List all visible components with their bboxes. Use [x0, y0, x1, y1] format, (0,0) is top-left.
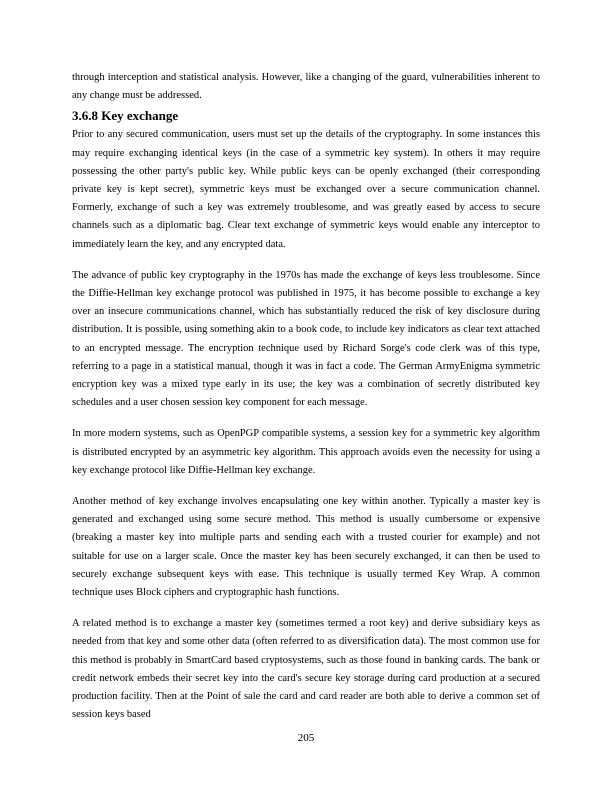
body-paragraph-4: Another method of key exchange involves encapsulating one key within another. Typically a master key is generated and exchanged using some secure method. This method is usually cumbersome or expensive (breaking a master key into multiple parts and sending each with a trusted courier for example) and not suitable for use on a larger scale. Once the master key has been securely exchanged, it can then be used to securely exchange subsequent keys with ease. This technique is usually termed Key Wrap. A common technique uses Block ciphers and cryptographic hash functions. [72, 496, 540, 599]
page-number: 205 [297, 732, 315, 744]
body-paragraph-5: A related method is to exchange a master key (sometimes termed a root key) and derive subsidiary keys as needed from that key and some other data (often referred to as diversification data). The most common use for this method is probably in SmartCard based cryptosystems, such as those found in banking cards. The bank or credit network embeds their secret key into the card's secure key storage during card production at a secured production facility. Then at the Point of sale the card and card reader are both able to derive a common set of session keys based [72, 618, 540, 721]
body-paragraph-1: Prior to any secured communication, users must set up the details of the cryptography. In some instances this may require exchanging identical keys (in the case of a symmetric key system). In others it may require possessing the other party's public key. While public keys can be openly exchanged (their corresponding private key is kept secret), symmetric keys must be exchanged over a secure communication channel. Formerly, exchange of such a key was extremely troublesome, and was greatly eased by access to secure channels such as a diplomatic bag. Clear text exchange of symmetric keys would enable any interceptor to immediately learn the key, and any encrypted data. [72, 129, 540, 250]
lead-in-paragraph: through interception and statistical analysis. However, like a changing of the guard, vulnerabilities inherent to any change must be addressed. [72, 72, 540, 102]
body-paragraph-3: In more modern systems, such as OpenPGP compatible systems, a session key for a symmetric key algorithm is distributed encrypted by an asymmetric key algorithm. This approach avoids even the necessity for using a key exchange protocol like Diffie-Hellman key exchange. [72, 428, 540, 476]
body-paragraph-2: The advance of public key cryptography in the 1970s has made the exchange of keys less troublesome. Since the Diffie-Hellman key exchange protocol was published in 1975, it has become possible to exchange a key over an insecure communications channel, which has substantially reduced the risk of key disclosure during distribution. It is possible, using something akin to a book code, to include key indicators as clear text attached to an encrypted message. The encryption technique used by Richard Sorge's code clerk was of this type, referring to a page in a statistical manual, though it was in fact a code. The German ArmyEnigma symmetric encryption key was a mixed type early in its use; the key was a combination of secretly distributed key schedules and a user chosen session key component for each message. [72, 269, 540, 409]
section-heading: 3.6.8 Key exchange [72, 108, 179, 124]
page-body [72, 69, 540, 725]
